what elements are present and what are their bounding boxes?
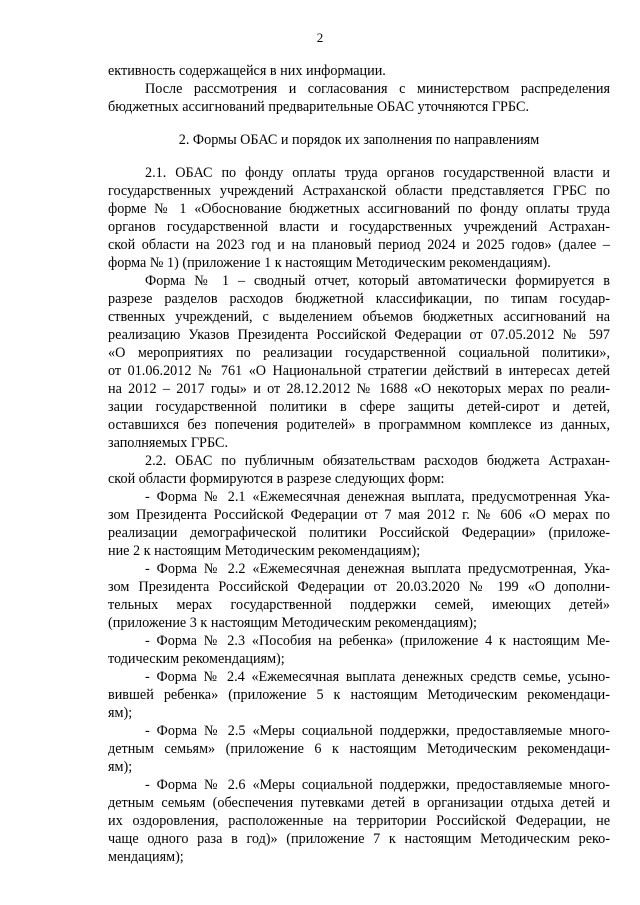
text-line: разрезе разделов расходов бюджетной классификации, по типам государ- [108,291,610,307]
text-line: органов государственной власти и государственных учреждений Астрахан- [108,219,610,235]
text-line: форме № 1 «Обоснование бюджетных ассигнований по фонду оплаты труда [108,201,610,217]
list-item-line: зом Президента Российской Федерации от 20.03.2020 № 199 «О дополни- [108,579,610,595]
text-line: зации государственной политики в сфере защиты детей-сирот и детей, [108,399,610,415]
text-line: Форма № 1 – сводный отчет, который автоматически формируется в [145,273,610,289]
text-line: «О мероприятиях по реализации государственной социальной политики», [108,345,610,361]
list-item-line: вившей ребенка» (приложение 5 к настоящим Методическим рекомендаци- [108,687,610,703]
list-item-line: - Форма № 2.3 «Пособия на ребенка» (приложение 4 к настоящим Ме- [145,633,610,649]
text-line: форма № 1) (приложение 1 к настоящим Методическим рекомендациям). [108,255,551,271]
text-line: государственных учреждений Астраханской области представляется ГРБС по [108,183,610,199]
section-heading: 2. Формы ОБАС и порядок их заполнения по направлениям [178,132,540,148]
text-line: 2.2. ОБАС по публичным обязательствам расходов бюджета Астрахан- [145,453,610,469]
page-number: 2 [316,30,324,45]
list-item-line: чаще одного раза в год)» (приложение 7 к настоящим Методическим реко- [108,831,610,847]
list-item-line: (приложение 3 к настоящим Методическим рекомендациям); [108,615,477,631]
text-line: реализацию Указов Президента Российской Федерации от 07.05.2012 № 597 [108,327,610,343]
text-line: заполняемых ГРБС. [108,435,229,451]
list-item-line: тодическим рекомендациям); [108,651,285,667]
text-line: ской области формируются в разрезе следующих форм: [108,471,445,487]
list-item-line: ям); [108,759,133,775]
list-item-line: зом Президента Российской Федерации от 7 мая 2012 г. № 606 «О мерах по [108,507,610,523]
text-line: бюджетных ассигнований предварительные ОБАС уточняются ГРБС. [108,99,529,115]
list-item-line: - Форма № 2.2 «Ежемесячная денежная выплата предусмотренная, Ука- [145,561,610,577]
text-line: ской области на 2023 год и на плановый период 2024 и 2025 годов» (далее – [108,237,610,253]
text-line: на 2012 – 2017 годы» и от 28.12.2012 № 1688 «О некоторых мерах по реали- [108,381,610,397]
text-line: ственных учреждений, с выделением объемов бюджетных ассигнований на [108,309,610,325]
list-item-line: детным семьям» (приложение 6 к настоящим Методическим рекомендаци- [108,741,610,757]
text-line: После рассмотрения и согласования с министерством распределения [145,81,610,97]
list-item-line: их оздоровления, расположенные на территории Российской Федерации, не [108,813,610,829]
text-line: от 01.06.2012 № 761 «О Национальной стратегии действий в интересах детей [108,363,610,379]
list-item-line: детным семьям (обеспечения путевками детей в организации отдыха детей и [108,795,610,811]
list-item-line: ние 2 к настоящим Методическим рекомендациям); [108,543,421,559]
list-item-line: - Форма № 2.4 «Ежемесячная выплата денежных средств семье, усыно- [145,669,610,685]
list-item-line: реализации демографической политики Российской Федерации» (приложе- [108,525,610,541]
text-line: ективность содержащейся в них информации. [108,63,386,79]
list-item-line: - Форма № 2.1 «Ежемесячная денежная выплата, предусмотренная Ука- [145,489,610,505]
list-item-line: тельных мерах государственной поддержки семей, имеющих детей» [108,597,610,613]
text-line: оставшихся без попечения родителей» в программном комплексе из данных, [108,417,610,433]
text-line: 2.1. ОБАС по фонду оплаты труда органов государственной власти и [145,165,610,181]
list-item-line: - Форма № 2.5 «Меры социальной поддержки, предоставляемые много- [145,723,610,739]
list-item-line: ям); [108,705,133,721]
list-item-line: мендациям); [108,849,184,865]
list-item-line: - Форма № 2.6 «Меры социальной поддержки, предоставляемые много- [145,777,610,793]
